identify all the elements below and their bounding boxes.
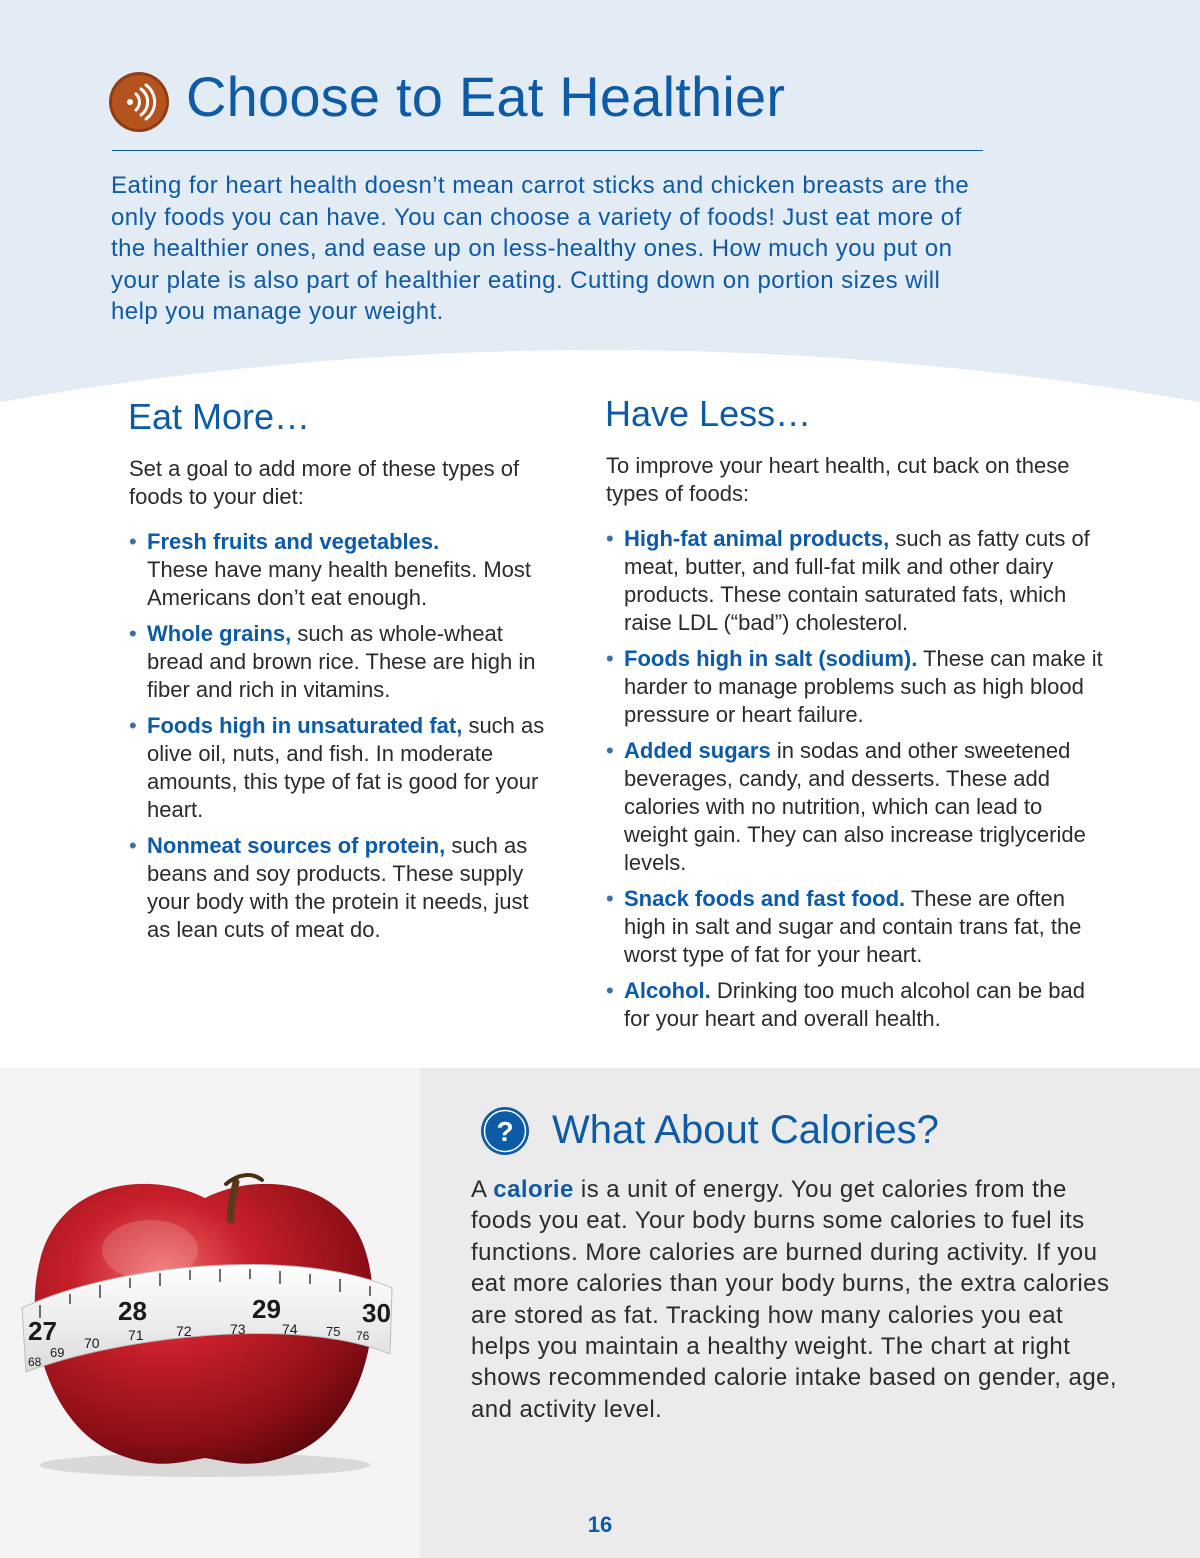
tape-number: 69 — [50, 1345, 65, 1360]
eat-more-intro: Set a goal to add more of these types of foods to your diet: — [129, 456, 520, 509]
calories-text-start: A — [471, 1176, 494, 1203]
bullet-dot: • — [129, 621, 137, 646]
page-title: Choose to Eat Healthier — [186, 65, 786, 128]
list-item — [606, 525, 1104, 637]
tape-number: 76 — [356, 1329, 370, 1343]
svg-text:?: ? — [496, 1116, 514, 1147]
tape-number: 70 — [84, 1335, 100, 1351]
item-lead: Foods high in unsaturated fat, — [147, 713, 463, 738]
tape-number: 72 — [176, 1323, 192, 1339]
list-item — [606, 645, 1104, 729]
bullet-dot: • — [606, 646, 614, 671]
tape-number: 27 — [28, 1316, 57, 1346]
item-text: These are often high in salt and sugar and contain trans fat, the worst type of fat for your heart. — [624, 886, 1082, 967]
item-text: in sodas and other sweetened beverages, candy, and desserts. These add calories with no nutrition, which can lead to weight gain. They can also increase triglyceride levels. — [624, 738, 1086, 875]
item-lead: High-fat animal products, — [624, 526, 890, 551]
list-item — [129, 528, 549, 612]
item-lead: Nonmeat sources of protein, — [147, 833, 446, 858]
item-text: These have many health benefits. Most Americans don’t eat enough. — [147, 557, 531, 610]
apple-measuring-tape-photo — [0, 1140, 400, 1480]
item-text: such as olive oil, nuts, and fish. In moderate amounts, this type of fat is good for your heart. — [147, 713, 545, 822]
item-text: Drinking too much alcohol can be bad for your heart and overall health. — [624, 978, 1086, 1031]
bullet-dot: • — [129, 713, 137, 738]
list-item — [606, 737, 1104, 877]
intro-paragraph: Eating for heart health doesn’t mean carrot sticks and chicken breasts are the only foods you can have. You can choose a variety of foods! Just eat more of the healthier ones, and ease up on less-healthy ones. How much you put on your plate is also part of healthier eating. Cutting down on portion sizes will help you manage your weight. — [111, 172, 970, 326]
item-lead: Alcohol. — [624, 978, 711, 1003]
eat-more-list — [129, 528, 549, 952]
calories-heading: What About Calories? — [552, 1108, 939, 1152]
calories-paragraph — [471, 1174, 1121, 1425]
tape-number: 28 — [118, 1296, 147, 1326]
tape-number: 74 — [282, 1321, 298, 1337]
title-divider — [112, 150, 983, 151]
list-item — [606, 885, 1104, 969]
list-item — [129, 712, 549, 824]
question-mark-icon — [480, 1106, 530, 1156]
bullet-dot: • — [129, 529, 137, 554]
bullet-dot: • — [129, 833, 137, 858]
have-less-list — [606, 525, 1104, 1041]
tape-number: 68 — [28, 1355, 42, 1369]
bullet-dot: • — [606, 978, 614, 1003]
list-item — [606, 977, 1104, 1033]
calorie-keyword: calorie — [493, 1176, 574, 1203]
bullet-dot: • — [606, 886, 614, 911]
tape-number: 75 — [326, 1324, 341, 1339]
item-lead: Fresh fruits and vegetables. — [147, 529, 440, 554]
item-lead: Snack foods and fast food. — [624, 886, 906, 911]
tape-number: 73 — [230, 1321, 246, 1337]
bullet-dot: • — [606, 526, 614, 551]
calories-text-rest: is a unit of energy. You get calories from the foods you eat. Your body burns some calories to fuel its functions. More calories are burned during activity. If you eat more calories than your body burns, the extra calories are stored as fat. Tracking how many calories you eat helps you maintain a healthy weight. The chart at right shows recommended calorie intake based on gender, age, and activity level. — [471, 1176, 1118, 1423]
page-number: 16 — [587, 1512, 613, 1537]
list-item — [129, 832, 549, 944]
bullet-dot: • — [606, 738, 614, 763]
item-text: such as beans and soy products. These supply your body with the protein it needs, just as lean cuts of meat do. — [147, 833, 529, 942]
item-text: These can make it harder to manage problems such as high blood pressure or heart failure. — [624, 646, 1103, 727]
item-text: such as whole-wheat bread and brown rice. These are high in fiber and rich in vitamins. — [147, 621, 536, 702]
have-less-intro: To improve your heart health, cut back on these types of foods: — [606, 453, 1070, 506]
eat-more-heading: Eat More… — [128, 396, 311, 437]
audio-waves-icon — [108, 71, 170, 133]
item-text: such as fatty cuts of meat, butter, and full-fat milk and other dairy products. These contain saturated fats, which raise LDL (“bad”) cholesterol. — [624, 526, 1090, 635]
list-item — [129, 620, 549, 704]
item-lead: Foods high in salt (sodium). — [624, 646, 918, 671]
tape-number: 30 — [362, 1298, 391, 1328]
tape-number: 71 — [128, 1327, 144, 1343]
have-less-heading: Have Less… — [605, 393, 812, 434]
tape-number: 29 — [252, 1294, 281, 1324]
item-lead: Whole grains, — [147, 621, 292, 646]
item-lead: Added sugars — [624, 738, 771, 763]
